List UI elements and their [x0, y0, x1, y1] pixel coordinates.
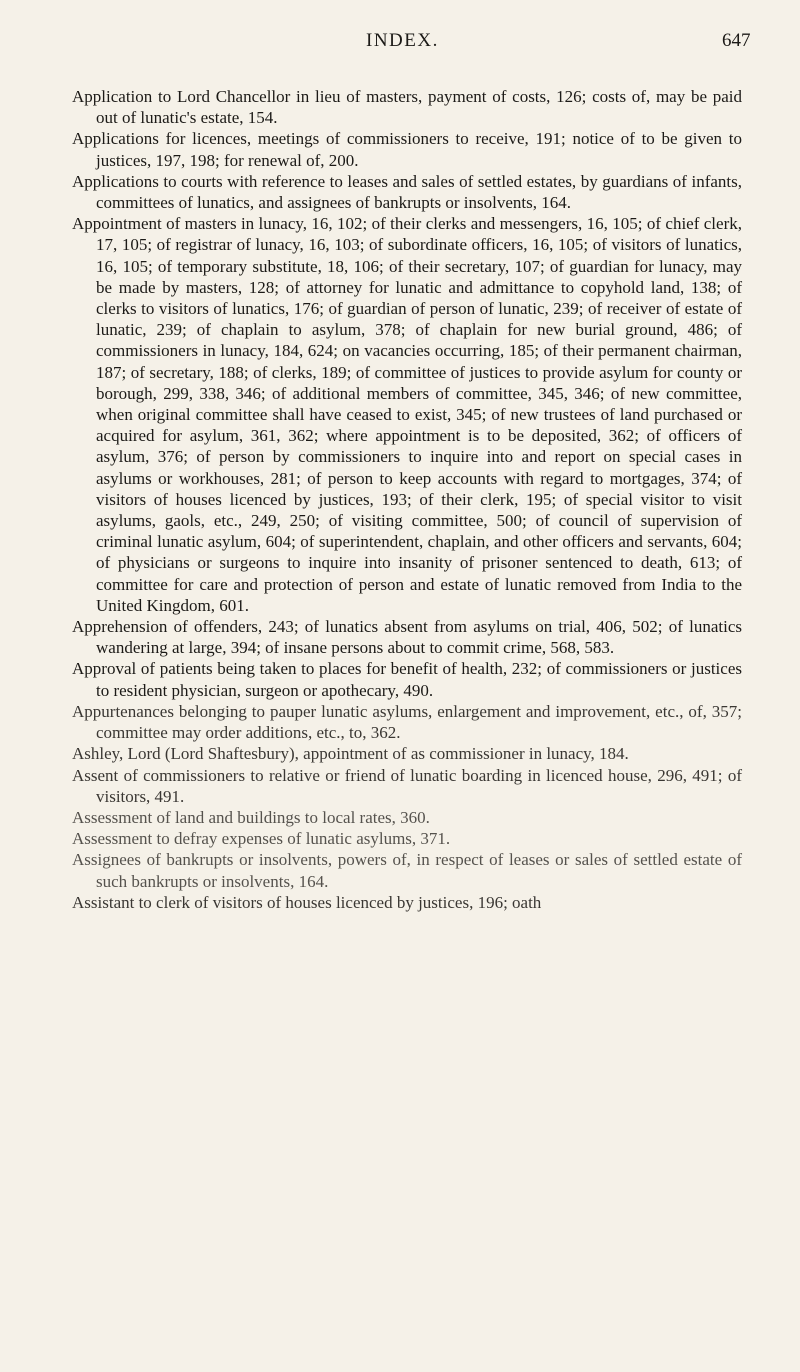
- index-entry: Assessment to defray expenses of lunatic asylums, 371.: [72, 829, 451, 849]
- index-entry: Ashley, Lord (Lord Shaftesbury), appointment of as commissioner in lunacy, 184.: [72, 744, 629, 764]
- index-entry: Applications to courts with reference to leases and sales of settled estates, by guardians of infants, committees of lunatics, and assignees of bankrupts or insolvents, 164.: [72, 171, 742, 213]
- index-entry: Applications for licences, meetings of commissioners to receive, 191; notice of to be given to justices, 197, 198; for renewal of, 200.: [72, 129, 742, 170]
- index-entry: Assistant to clerk of visitors of houses licenced by justices, 196; oath: [72, 892, 542, 912]
- index-entry: Assignees of bankrupts or insolvents, powers of, in respect of leases or sales of settled estate of such bankrupts or insolvents, 164.: [72, 850, 742, 891]
- index-entry: Application to Lord Chancellor in lieu of masters, payment of costs, 126; costs of, may be paid out of lunatic's estate, 154.: [72, 87, 742, 128]
- page-title: INDEX.: [366, 30, 439, 51]
- index-entry: Appurtenances belonging to pauper lunatic asylums, enlargement and improvement, etc., of, 357; committee may order additions, etc., to, 362.: [72, 701, 742, 743]
- page-header: [0, 30, 800, 62]
- index-entry: Assessment of land and buildings to local rates, 360.: [72, 807, 430, 827]
- index-entry: Approval of patients being taken to places for benefit of health, 232; of commissioners or justices to resident physician, surgeon or apothecary, 490.: [72, 659, 742, 700]
- index-entry: Apprehension of offenders, 243; of lunatics absent from asylums on trial, 406, 502; of lunatics wandering at large, 394; of insane persons about to commit crime, 568, 583.: [72, 617, 742, 658]
- index-entry: Assent of commissioners to relative or friend of lunatic boarding in licenced house, 296, 491; of visitors, 491.: [72, 765, 742, 806]
- index-entries: [72, 86, 742, 913]
- page-number: 647: [722, 30, 751, 51]
- index-entry: Appointment of masters in lunacy, 16, 102; of their clerks and messengers, 16, 105; of chief clerk, 17, 105; of registrar of lunacy, 16, 103; of subordinate officers, 16, 105; of visitors of lunatics, 16, 105; of temporary substitute, 18, 106; of their secretary, 107; of guardian for lunacy, may be made by masters, 128; of attorney for lunatic and admittance to copyhold land, 138; of clerks to visitors of lunatics, 176; of guardian of person of lunatic, 239; of receiver of estate of lunatic, 239; of chaplain to asylum, 378; of chaplain for new burial ground, 486; of commissioners in lunacy, 184, 624; on vacancies occurring, 185; of their permanent chairman, 187; of secretary, 188; of clerks, 189; of committee of justices to provide asylum for county or borough, 299, 338, 346; of additional members of committee, 345, 346; of new committee, when original committee shall have ceased to exist, 345; of new trustees of land purchased or acquired for asylum, 361, 362; where appointment is to be deposited, 362; of officers of asylum, 376; of person by commissioners to inquire into and report on special cases in asylums or workhouses, 281; of person to keep accounts with regard to mortgages, 374; of visitors of houses licenced by justices, 193; of their clerk, 195; of special visitor to visit asylums, gaols, etc., 249, 250; of visiting committee, 500; of council of supervision of criminal lunatic asylum, 604; of superintendent, chaplain, and other officers and servants, 604; of physicians or surgeons to inquire into insanity of prisoner sentenced to death, 613; of committee for care and protection of person and estate of lunatic removed from India to the United Kingdom, 601.: [72, 214, 742, 615]
